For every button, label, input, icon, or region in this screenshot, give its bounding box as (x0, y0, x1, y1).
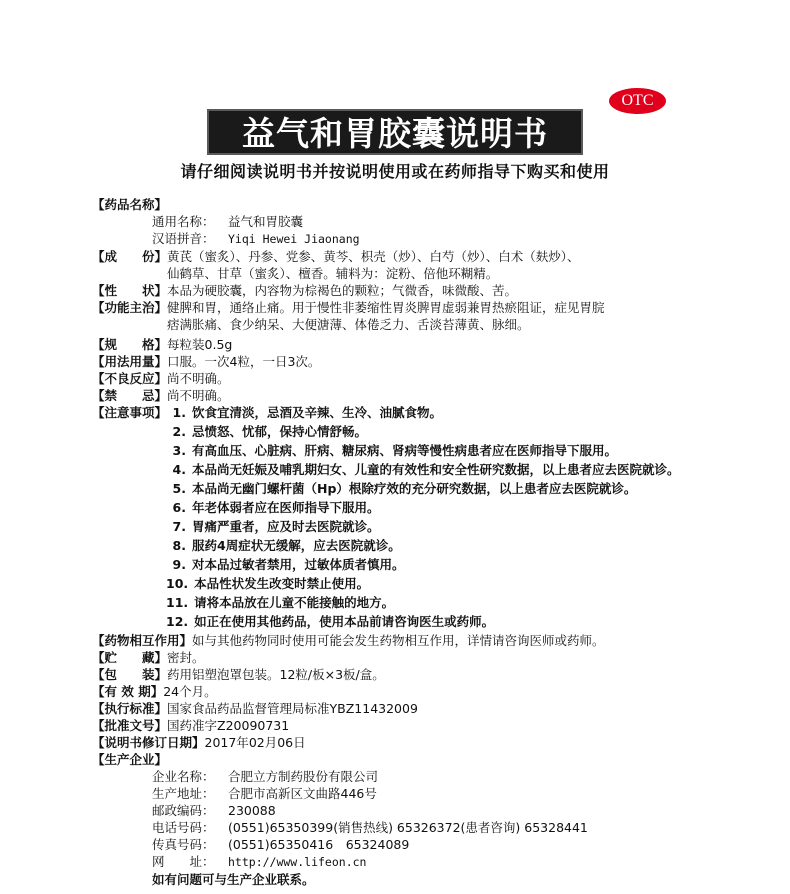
precaution-number: 6. (172, 500, 186, 515)
specification-value: 每粒装0.5g (167, 337, 233, 352)
precaution-text: 本品性状发生改变时禁止使用。 (194, 576, 370, 591)
approval-value: 国药准字Z20090731 (167, 718, 290, 733)
standard-section (92, 700, 732, 717)
precaution-item (166, 480, 732, 497)
interactions-label: 【药物相互作用】 (92, 633, 193, 648)
ingredients-value (167, 248, 732, 282)
company-name-row (92, 768, 732, 785)
manufacturer-label: 【生产企业】 (92, 752, 168, 767)
precaution-item (166, 404, 732, 421)
precaution-text: 服药4周症状无缓解，应去医院就诊。 (192, 538, 401, 553)
precaution-text: 如正在使用其他药品，使用本品前请咨询医生或药师。 (194, 614, 495, 629)
precaution-text: 忌愤怒、忧郁，保持心情舒畅。 (192, 424, 368, 439)
phone-value: (0551)65350399(销售热线) 65326372(患者咨询) 65328441 (228, 820, 588, 835)
indications-line: 健脾和胃，通络止痛。用于慢性非萎缩性胃炎脾胃虚弱兼胃热瘀阻证，症见胃脘 (167, 300, 605, 315)
postal-row (92, 802, 732, 819)
adverse-section (92, 370, 732, 387)
common-name-label: 通用名称： (152, 214, 215, 229)
precaution-number: 3. (172, 443, 186, 458)
pinyin-row (92, 230, 732, 248)
precaution-item (166, 518, 732, 535)
common-name-value: 益气和胃胶囊 (228, 214, 304, 229)
standard-label: 【执行标准】 (92, 701, 168, 716)
ingredients-line: 黄芪（蜜炙）、丹参、党参、黄芩、枳壳（炒）、白芍（炒）、白术（麸炒）、 (167, 249, 580, 264)
dosage-label: 【用法用量】 (92, 354, 168, 369)
precaution-item (166, 499, 732, 516)
revision-label: 【说明书修订日期】 (92, 735, 205, 750)
company-name-value: 合肥立方制药股份有限公司 (228, 769, 379, 784)
precaution-item (166, 461, 732, 478)
precaution-number: 11. (166, 595, 189, 610)
insert-content (92, 196, 732, 888)
indications-value (167, 299, 732, 333)
document-subtitle: 请仔细阅读说明书并按说明使用或在药师指导下购买和使用 (180, 162, 610, 181)
website-label: 网 址： (152, 854, 215, 869)
precaution-number: 4. (172, 462, 186, 477)
storage-section (92, 649, 732, 666)
precaution-number: 5. (172, 481, 186, 496)
phone-row (92, 819, 732, 836)
precaution-item (166, 575, 732, 592)
specification-label: 【规 格】 (92, 337, 168, 352)
otc-badge: OTC (609, 88, 666, 114)
precaution-item (166, 537, 732, 554)
precaution-number: 9. (172, 557, 186, 572)
validity-section (92, 683, 732, 700)
specification-section (92, 336, 732, 353)
adverse-value: 尚不明确。 (167, 371, 230, 386)
precautions-label: 【注意事项】 (92, 405, 168, 420)
storage-label: 【贮 藏】 (92, 650, 168, 665)
dosage-section (92, 353, 732, 370)
package-section (92, 666, 732, 683)
precaution-number: 1. (172, 405, 186, 420)
contact-note: 如有问题可与生产企业联系。 (152, 872, 315, 887)
package-value: 药用铝塑泡罩包装。12粒/板×3板/盒。 (167, 667, 385, 682)
properties-value: 本品为硬胶囊，内容物为棕褐色的颗粒；气微香，味微酸、苦。 (167, 283, 518, 298)
precaution-number: 12. (166, 614, 189, 629)
drug-name-label: 【药品名称】 (92, 197, 168, 212)
ingredients-section (92, 248, 732, 282)
precaution-text: 本品尚无妊娠及哺乳期妇女、儿童的有效性和安全性研究数据，以上患者应去医院就诊。 (192, 462, 680, 477)
website-row (92, 853, 732, 871)
address-value: 合肥市高新区文曲路446号 (228, 786, 377, 801)
precaution-text: 胃痛严重者，应及时去医院就诊。 (192, 519, 380, 534)
storage-value: 密封。 (167, 650, 205, 665)
pinyin-label: 汉语拼音： (152, 231, 215, 246)
revision-value: 2017年02月06日 (204, 735, 306, 750)
properties-section (92, 282, 732, 299)
contraindications-value: 尚不明确。 (167, 388, 230, 403)
ingredients-label: 【成 份】 (92, 249, 168, 264)
validity-label: 【有 效 期】 (92, 684, 164, 699)
address-row (92, 785, 732, 802)
package-label: 【包 装】 (92, 667, 168, 682)
adverse-label: 【不良反应】 (92, 371, 168, 386)
indications-label: 【功能主治】 (92, 300, 168, 315)
validity-value: 24个月。 (163, 684, 217, 699)
precaution-text: 对本品过敏者禁用，过敏体质者慎用。 (192, 557, 405, 572)
precaution-item (166, 556, 732, 573)
precaution-item (166, 423, 732, 440)
precaution-text: 年老体弱者应在医师指导下服用。 (192, 500, 380, 515)
website-value: http://www.lifeon.cn (228, 855, 367, 869)
precaution-item (166, 613, 732, 630)
precaution-number: 7. (172, 519, 186, 534)
precaution-number: 8. (172, 538, 186, 553)
postal-label: 邮政编码： (152, 803, 215, 818)
properties-label: 【性 状】 (92, 283, 168, 298)
precaution-item (166, 442, 732, 459)
approval-label: 【批准文号】 (92, 718, 168, 733)
contraindications-section (92, 387, 732, 404)
ingredients-line: 仙鹤草、甘草（蜜炙）、檀香。辅料为：淀粉、倍他环糊精。 (167, 266, 499, 281)
precaution-text: 饮食宜清淡，忌酒及辛辣、生冷、油腻食物。 (192, 405, 443, 420)
phone-label: 电话号码： (152, 820, 215, 835)
drug-name-section (92, 196, 732, 213)
company-name-label: 企业名称： (152, 769, 215, 784)
pinyin-value: Yiqi Hewei Jiaonang (228, 232, 360, 246)
revision-section (92, 734, 732, 751)
interactions-section (92, 632, 732, 649)
document-title: 益气和胃胶囊说明书 (207, 109, 583, 155)
standard-value: 国家食品药品监督管理局标准YBZ11432009 (167, 701, 418, 716)
precaution-number: 2. (172, 424, 186, 439)
approval-section (92, 717, 732, 734)
fax-row (92, 836, 732, 853)
precaution-text: 本品尚无幽门螺杆菌（Hp）根除疗效的充分研究数据，以上患者应去医院就诊。 (192, 481, 637, 496)
interactions-value: 如与其他药物同时使用可能会发生药物相互作用，详情请咨询医师或药师。 (192, 633, 605, 648)
dosage-value: 口服。一次4粒，一日3次。 (167, 354, 321, 369)
precaution-text: 请将本品放在儿童不能接触的地方。 (194, 595, 395, 610)
precaution-text: 有高血压、心脏病、肝病、糖尿病、肾病等慢性病患者应在医师指导下服用。 (192, 443, 618, 458)
indications-line: 痞满胀痛、食少纳呆、大便溏薄、体倦乏力、舌淡苔薄黄、脉细。 (167, 317, 530, 332)
indications-section (92, 299, 732, 333)
precautions-list (92, 404, 732, 630)
precaution-item (166, 594, 732, 611)
address-label: 生产地址： (152, 786, 215, 801)
contraindications-label: 【禁 忌】 (92, 388, 168, 403)
fax-value: (0551)65350416 65324089 (228, 837, 410, 852)
precaution-number: 10. (166, 576, 189, 591)
common-name-row (92, 213, 732, 230)
manufacturer-section (92, 751, 732, 768)
postal-value: 230088 (228, 803, 276, 818)
fax-label: 传真号码： (152, 837, 215, 852)
